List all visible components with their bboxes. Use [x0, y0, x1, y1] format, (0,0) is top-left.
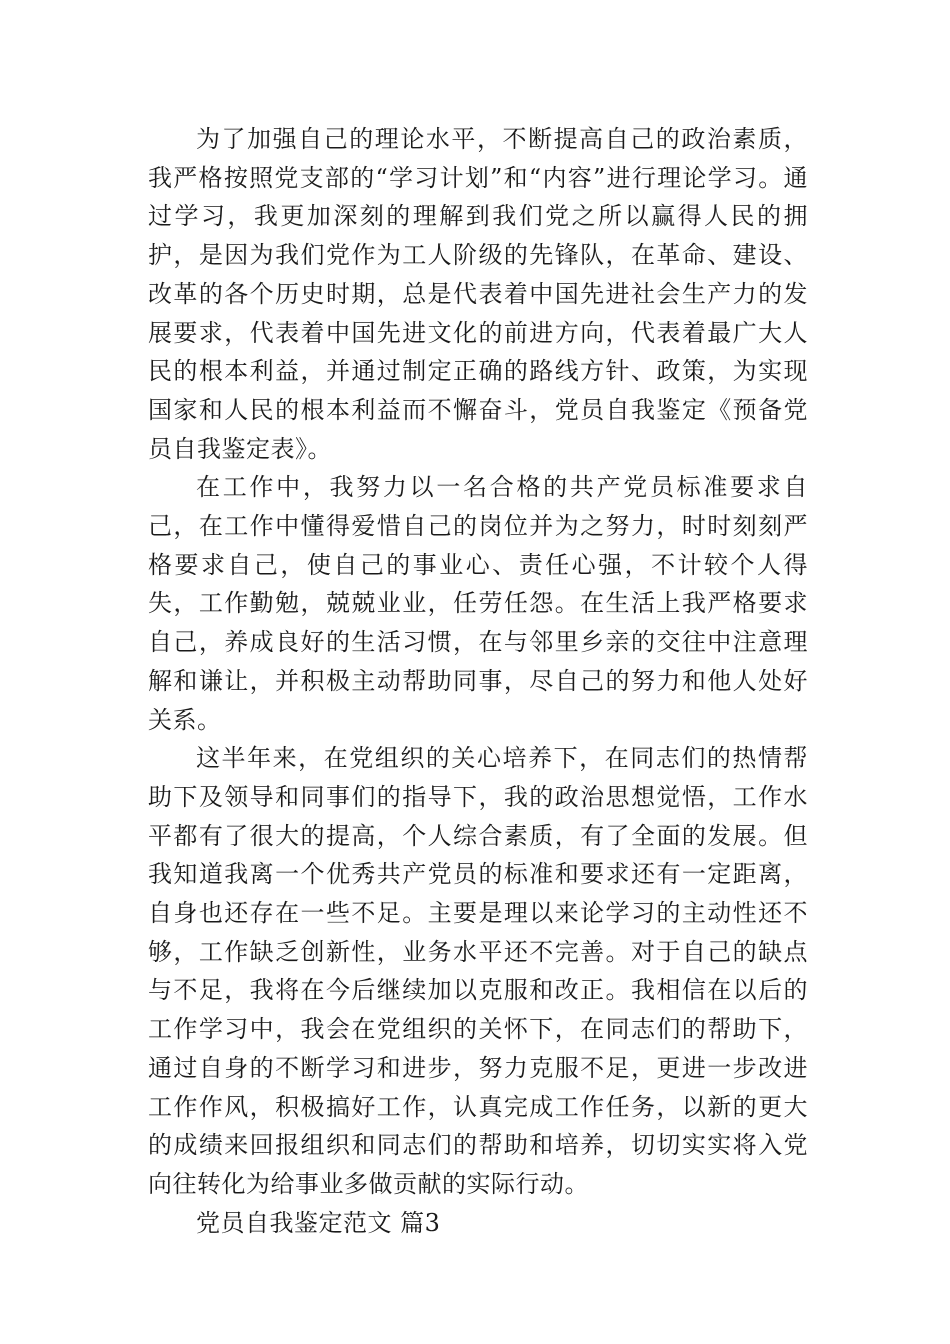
paragraph-work: 在工作中，我努力以一名合格的共产党员标准要求自己，在工作中懂得爱惜自己的岗位并为之努力，时时刻刻严格要求自己，使自己的事业心、责任心强，不计较个人得失，工作勤勉，兢兢业业，任劳任怨。在生活上我严格要求自己，养成良好的生活习惯，在与邻里乡亲的交往中注意理解和谦让，并积极主动帮助同事，尽自己的努力和他人处好关系。	[148, 473, 808, 734]
paragraph-theory-study: 为了加强自己的理论水平，不断提高自己的政治素质，我严格按照党支部的“学习计划”和“内容”进行理论学习。通过学习，我更加深刻的理解到我们党之所以赢得人民的拥护，是因为我们党作为工人阶级的先锋队，在革命、建设、改革的各个历史时期，总是代表着中国先进社会生产力的发展要求，代表着中国先进文化的前进方向，代表着最广大人民的根本利益，并通过制定正确的路线方针、政策，为实现国家和人民的根本利益而不懈奋斗，党员自我鉴定《预备党员自我鉴定表》。	[148, 125, 808, 463]
document-page	[148, 120, 808, 1242]
paragraph-half-year-summary: 这半年来，在党组织的关心培养下，在同志们的热情帮助下及领导和同事们的指导下，我的政治思想觉悟，工作水平都有了很大的提高，个人综合素质，有了全面的发展。但我知道我离一个优秀共产党员的标准和要求还有一定距离，自身也还存在一些不足。主要是理以来论学习的主动性还不够，工作缺乏创新性，业务水平还不完善。对于自己的缺点与不足，我将在今后继续加以克服和改正。我相信在以后的工作学习中，我会在党组织的关怀下，在同志们的帮助下，通过自身的不断学习和进步，努力克服不足，更进一步改进工作作风，积极搞好工作，认真完成工作任务，以新的更大的成绩来回报组织和同志们的帮助和培养，切切实实将入党向往转化为给事业多做贡献的实际行动。	[148, 744, 808, 1198]
section-heading: 党员自我鉴定范文 篇3	[196, 1208, 441, 1237]
